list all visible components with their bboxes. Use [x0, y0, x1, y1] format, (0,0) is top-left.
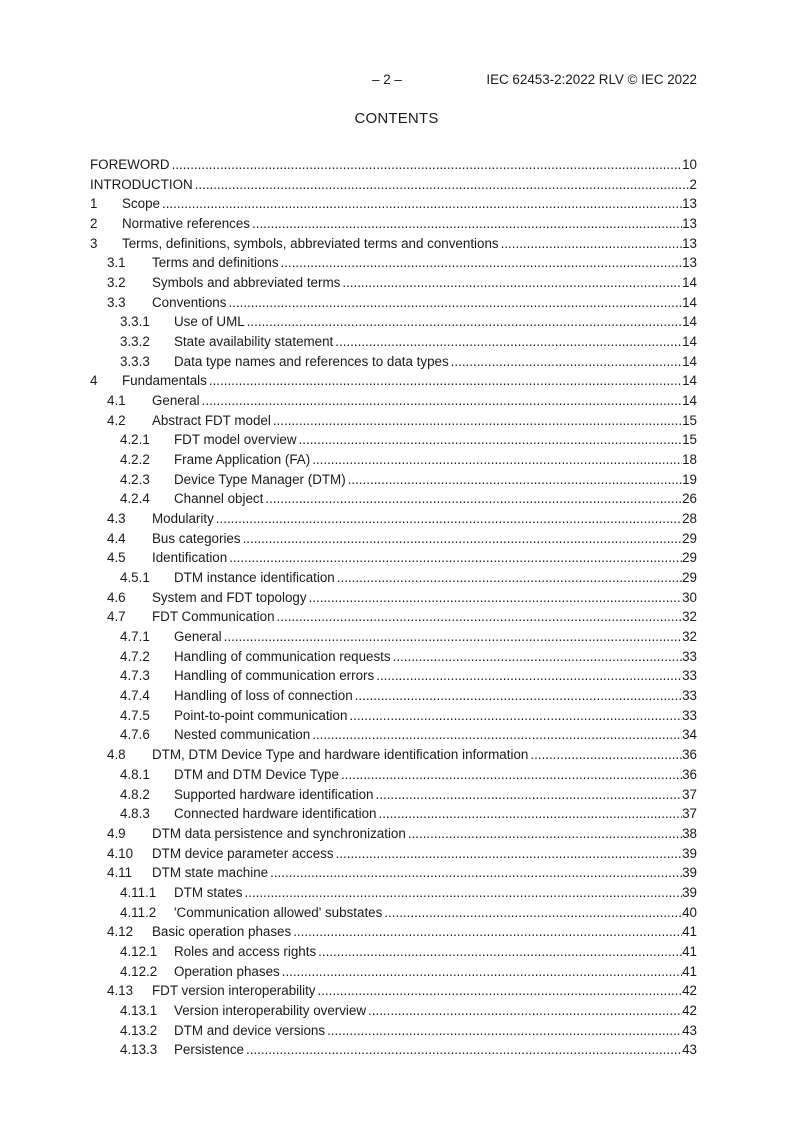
toc-row — [90, 666, 697, 686]
toc-row — [90, 155, 697, 175]
entry-title: Normative references — [122, 216, 251, 232]
entry-title: DTM device parameter access — [152, 845, 334, 861]
leader-dots — [355, 686, 682, 706]
entry-title: DTM state machine — [152, 865, 269, 881]
page-title: CONTENTS — [354, 110, 439, 127]
entry-title: General — [152, 393, 200, 409]
entry-page: 28 — [682, 511, 697, 527]
entry-title: INTRODUCTION — [90, 176, 193, 192]
entry-page: 39 — [682, 884, 697, 900]
entry-number: 3.3.2 — [120, 334, 150, 350]
entry-title: Bus categories — [152, 530, 241, 546]
entry-page: 37 — [682, 786, 697, 802]
leader-dots — [336, 844, 683, 864]
entry-title: Roles and access rights — [174, 943, 317, 959]
leader-dots — [318, 942, 682, 962]
entry-page: 43 — [682, 1042, 697, 1058]
entry-number: 3 — [90, 235, 98, 251]
leader-dots — [349, 706, 682, 726]
entry-title: DTM instance identification — [174, 570, 335, 586]
toc-row — [90, 450, 697, 470]
toc-row — [90, 785, 697, 805]
leader-dots — [348, 470, 682, 490]
entry-number: 3.3.1 — [120, 314, 150, 330]
entry-title: FDT model overview — [174, 432, 297, 448]
entry-title: Channel object — [174, 491, 264, 507]
entry-number: 4.8.2 — [120, 786, 150, 802]
entry-number: 4.13.3 — [120, 1042, 158, 1058]
toc-row — [90, 529, 697, 549]
entry-page: 14 — [682, 373, 697, 389]
leader-dots — [299, 430, 683, 450]
entry-number: 4.7 — [107, 609, 126, 625]
entry-title: Use of UML — [174, 314, 245, 330]
entry-page: 13 — [682, 235, 697, 251]
entry-number: 4.7.4 — [120, 688, 150, 704]
entry-page: 42 — [682, 1002, 697, 1018]
entry-title: State availability statement — [174, 334, 334, 350]
leader-dots — [335, 332, 682, 352]
entry-number: 4.7.3 — [120, 668, 150, 684]
entry-title: FDT Communication — [152, 609, 275, 625]
toc-row — [90, 844, 697, 864]
entry-page: 26 — [682, 491, 697, 507]
entry-number: 4.3 — [107, 511, 126, 527]
entry-number: 4.12.2 — [120, 963, 158, 979]
entry-number: 4.11.2 — [120, 904, 157, 920]
toc-row — [90, 568, 697, 588]
leader-dots — [172, 155, 683, 175]
entry-page: 39 — [682, 865, 697, 881]
leader-dots — [224, 627, 682, 647]
entry-page: 41 — [682, 924, 697, 940]
entry-page: 13 — [682, 196, 697, 212]
entry-number: 4.2.3 — [120, 471, 150, 487]
entry-number: 4.7.5 — [120, 707, 150, 723]
entry-page: 14 — [682, 353, 697, 369]
toc-row — [90, 234, 697, 254]
entry-title: Frame Application (FA) — [174, 452, 311, 468]
entry-title: Handling of communication requests — [174, 648, 391, 664]
entry-page: 29 — [682, 530, 697, 546]
toc-row — [90, 352, 697, 372]
leader-dots — [270, 863, 682, 883]
toc-row — [90, 627, 697, 647]
entry-page: 34 — [682, 727, 697, 743]
entry-page: 14 — [682, 294, 697, 310]
entry-title: System and FDT topology — [152, 589, 307, 605]
entry-page: 33 — [682, 668, 697, 684]
entry-number: 4.9 — [107, 825, 126, 841]
toc-row — [90, 194, 697, 214]
toc-row — [90, 883, 697, 903]
entry-title: 'Communication allowed' substates — [174, 904, 383, 920]
entry-title: Supported hardware identification — [174, 786, 374, 802]
entry-title: Handling of loss of connection — [174, 688, 353, 704]
entry-title: Symbols and abbreviated terms — [152, 275, 341, 291]
entry-title: Fundamentals — [122, 373, 207, 389]
entry-number: 4.7.6 — [120, 727, 150, 743]
leader-dots — [312, 725, 682, 745]
entry-page: 13 — [682, 216, 697, 232]
toc-row — [90, 312, 697, 332]
entry-title: Connected hardware identification — [174, 806, 377, 822]
toc-row — [90, 214, 697, 234]
leader-dots — [312, 450, 682, 470]
entry-page: 14 — [682, 334, 697, 350]
entry-number: 4.1 — [107, 393, 126, 409]
toc-row — [90, 903, 697, 923]
entry-page: 18 — [682, 452, 697, 468]
toc-row — [90, 686, 697, 706]
leader-dots — [408, 824, 682, 844]
entry-title: DTM, DTM Device Type and hardware identification information — [152, 747, 529, 763]
toc-row — [90, 273, 697, 293]
entry-page: 36 — [682, 747, 697, 763]
entry-number: 4.2.4 — [120, 491, 150, 507]
toc-row — [90, 962, 697, 982]
leader-dots — [376, 785, 683, 805]
document-id-label: IEC 62453-2:2022 RLV © IEC 2022 — [486, 72, 697, 87]
entry-number: 4.11.1 — [120, 884, 157, 900]
toc-row — [90, 293, 697, 313]
leader-dots — [277, 607, 683, 627]
leader-dots — [228, 293, 682, 313]
leader-dots — [327, 1021, 682, 1041]
toc-list — [90, 155, 697, 1060]
entry-title: General — [174, 629, 222, 645]
entry-number: 4.7.2 — [120, 648, 150, 664]
entry-number: 3.3.3 — [120, 353, 150, 369]
toc-row — [90, 1040, 697, 1060]
entry-number: 4.13 — [107, 983, 134, 999]
leader-dots — [393, 647, 682, 667]
entry-title: FOREWORD — [90, 157, 170, 172]
toc-row — [90, 863, 697, 883]
entry-page: 15 — [682, 412, 697, 428]
entry-page: 14 — [682, 275, 697, 291]
entry-page: 29 — [682, 550, 697, 566]
leader-dots — [281, 253, 683, 273]
page-number-label: – 2 – — [372, 72, 402, 87]
leader-dots — [162, 194, 682, 214]
toc-row — [90, 942, 697, 962]
entry-title: Modularity — [152, 511, 214, 527]
toc-row — [90, 548, 697, 568]
entry-title: Abstract FDT model — [152, 412, 271, 428]
toc-row — [90, 824, 697, 844]
leader-dots — [376, 666, 682, 686]
entry-number: 4.2 — [107, 412, 126, 428]
entry-page: 38 — [682, 825, 697, 841]
entry-title: Nested communication — [174, 727, 311, 743]
leader-dots — [209, 371, 682, 391]
toc-row — [90, 765, 697, 785]
toc-row — [90, 725, 697, 745]
leader-dots — [530, 745, 682, 765]
entry-number: 4.13.2 — [120, 1022, 158, 1038]
toc-row — [90, 607, 697, 627]
toc-row — [90, 509, 697, 529]
leader-dots — [378, 804, 682, 824]
entry-number: 4.4 — [107, 530, 126, 546]
entry-number: 4.11 — [107, 865, 133, 881]
entry-page: 10 — [682, 157, 697, 172]
entry-title: Identification — [152, 550, 228, 566]
toc-row — [90, 1021, 697, 1041]
entry-number: 4.8.3 — [120, 806, 150, 822]
entry-page: 29 — [682, 570, 697, 586]
entry-page: 40 — [682, 904, 697, 920]
entry-number: 4.7.1 — [120, 629, 150, 645]
entry-number: 3.1 — [107, 255, 126, 271]
toc-row — [90, 706, 697, 726]
entry-page: 19 — [682, 471, 697, 487]
leader-dots — [309, 588, 683, 608]
entry-page: 41 — [682, 963, 697, 979]
leader-dots — [384, 903, 682, 923]
entry-title: Persistence — [174, 1042, 244, 1058]
entry-number: 2 — [90, 216, 98, 232]
entry-number: 4.8.1 — [120, 766, 150, 782]
entry-title: DTM states — [174, 884, 243, 900]
toc-row — [90, 391, 697, 411]
leader-dots — [246, 1040, 682, 1060]
entry-page: 33 — [682, 688, 697, 704]
leader-dots — [252, 214, 682, 234]
entry-title: Conventions — [152, 294, 227, 310]
toc-row — [90, 411, 697, 431]
entry-title: DTM and DTM Device Type — [174, 766, 339, 782]
entry-page: 2 — [689, 176, 697, 192]
entry-number: 4.12.1 — [120, 943, 158, 959]
entry-title: Operation phases — [174, 963, 280, 979]
entry-page: 15 — [682, 432, 697, 448]
toc-row — [90, 430, 697, 450]
toc-row — [90, 745, 697, 765]
toc-row — [90, 470, 697, 490]
entry-title: DTM and device versions — [174, 1022, 326, 1038]
toc-row — [90, 253, 697, 273]
entry-page: 13 — [682, 255, 697, 271]
entry-title: Scope — [122, 196, 160, 212]
leader-dots — [501, 234, 682, 254]
entry-number: 4.13.1 — [120, 1002, 158, 1018]
entry-title: FDT version interoperability — [152, 983, 316, 999]
entry-page: 33 — [682, 707, 697, 723]
entry-number: 4.5 — [107, 550, 126, 566]
entry-page: 32 — [682, 629, 697, 645]
entry-page: 41 — [682, 943, 697, 959]
entry-number: 4.10 — [107, 845, 134, 861]
leader-dots — [195, 175, 690, 195]
entry-page: 42 — [682, 983, 697, 999]
toc-row — [90, 647, 697, 667]
toc-row — [90, 175, 697, 195]
toc-row — [90, 332, 697, 352]
entry-page: 43 — [682, 1022, 697, 1038]
entry-number: 4 — [90, 373, 98, 389]
entry-number: 1 — [90, 196, 98, 212]
entry-title: Data type names and references to data types — [174, 353, 449, 369]
entry-number: 4.8 — [107, 747, 126, 763]
toc-row — [90, 588, 697, 608]
toc-row — [90, 1001, 697, 1021]
toc-row — [90, 371, 697, 391]
leader-dots — [216, 509, 682, 529]
leader-dots — [247, 312, 682, 332]
entry-page: 37 — [682, 806, 697, 822]
leader-dots — [244, 883, 682, 903]
entry-page: 30 — [682, 589, 697, 605]
entry-number: 4.6 — [107, 589, 126, 605]
toc-row — [90, 804, 697, 824]
entry-title: Handling of communication errors — [174, 668, 375, 684]
entry-title: Terms, definitions, symbols, abbreviated terms and conventions — [122, 235, 499, 251]
entry-title: Point-to-point communication — [174, 707, 348, 723]
leader-dots — [341, 765, 682, 785]
toc-row — [90, 922, 697, 942]
entry-page: 14 — [682, 314, 697, 330]
entry-number: 4.2.1 — [120, 432, 150, 448]
entry-number: 4.5.1 — [120, 570, 150, 586]
leader-dots — [337, 568, 682, 588]
leader-dots — [202, 391, 682, 411]
page-header — [90, 71, 697, 89]
entry-number: 3.2 — [107, 275, 126, 291]
leader-dots — [293, 922, 682, 942]
leader-dots — [265, 489, 682, 509]
entry-page: 39 — [682, 845, 697, 861]
entry-page: 32 — [682, 609, 697, 625]
entry-title: Basic operation phases — [152, 924, 292, 940]
leader-dots — [342, 273, 682, 293]
toc-row — [90, 981, 697, 1001]
leader-dots — [282, 962, 682, 982]
entry-number: 3.3 — [107, 294, 126, 310]
leader-dots — [243, 529, 683, 549]
entry-number: 4.12 — [107, 924, 134, 940]
toc-row — [90, 489, 697, 509]
entry-number: 4.2.2 — [120, 452, 150, 468]
entry-title: Terms and definitions — [152, 255, 279, 271]
leader-dots — [451, 352, 682, 372]
entry-title: DTM data persistence and synchronization — [152, 825, 406, 841]
leader-dots — [229, 548, 682, 568]
entry-page: 36 — [682, 766, 697, 782]
leader-dots — [368, 1001, 682, 1021]
entry-title: Version interoperability overview — [174, 1002, 367, 1018]
entry-title: Device Type Manager (DTM) — [174, 471, 346, 487]
leader-dots — [273, 411, 682, 431]
leader-dots — [317, 981, 682, 1001]
entry-page: 14 — [682, 393, 697, 409]
entry-page: 33 — [682, 648, 697, 664]
